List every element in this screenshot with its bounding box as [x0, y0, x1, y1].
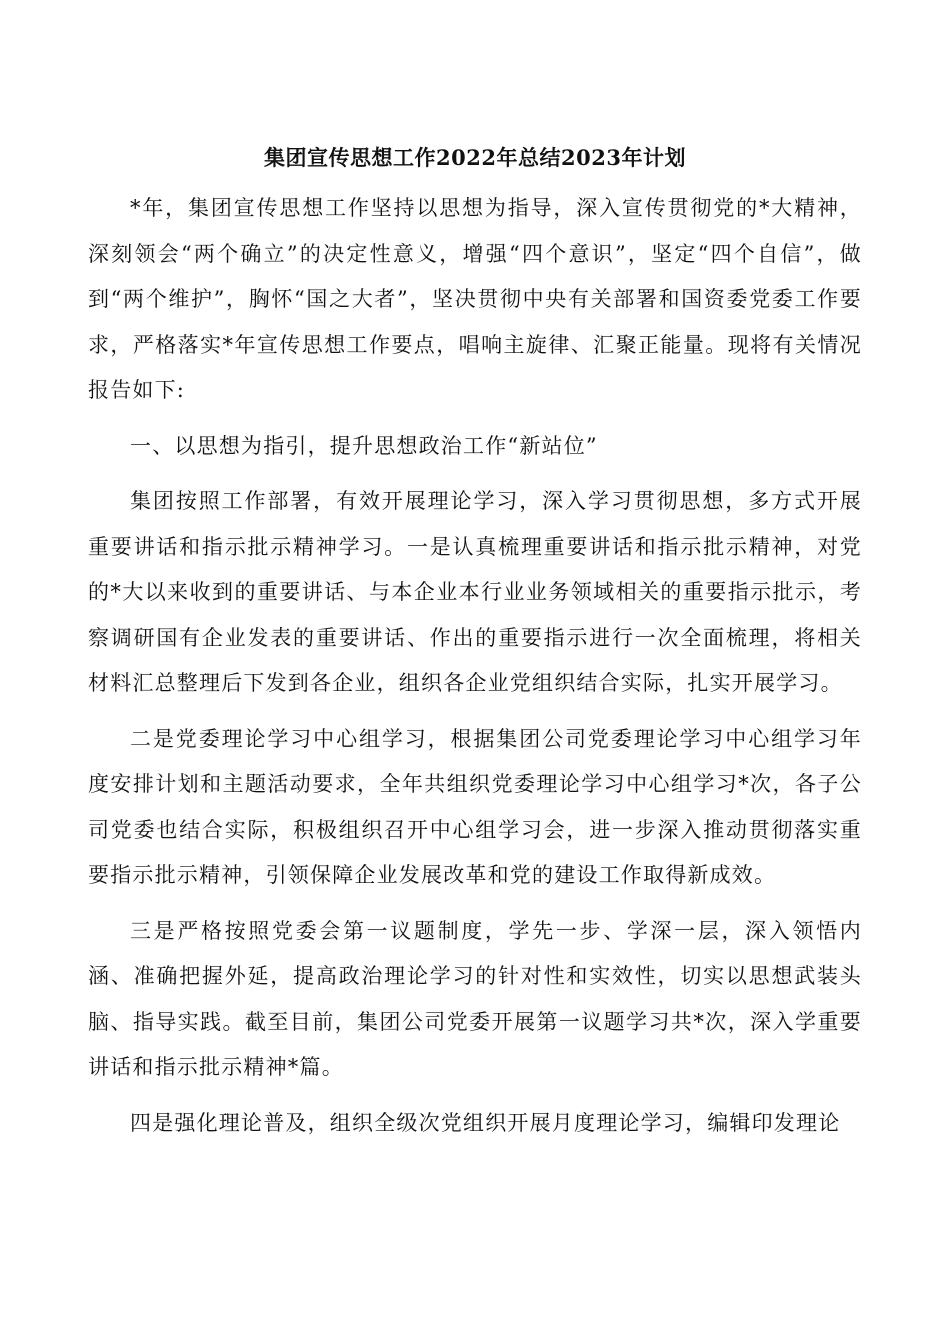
body-paragraph-2: 二是党委理论学习中心组学习，根据集团公司党委理论学习中心组学习年度安排计划和主题活动要求，全年共组织党委理论学习中心组学习*次，各子公司党委也结合实际，积极组织召开中心组学习会，进一步深入推动贯彻落实重要指示批示精神，引领保障企业发展改革和党的建设工作取得新成效。 — [88, 726, 862, 887]
document-title: 集团宣传思想工作2022年总结2023年计划 — [264, 145, 686, 170]
body-paragraph-4: 四是强化理论普及，组织全级次党组织开展月度理论学习，编辑印发理论 — [130, 1110, 841, 1135]
body-paragraph-3: 三是严格按照党委会第一议题制度，学先一步、学深一层，深入领悟内涵、准确把握外延，提高政治理论学习的针对性和实效性，切实以思想武装头脑、指导实践。截至目前，集团公司党委开展第一议题学习共*次，深入学重要讲话和指示批示精神*篇。 — [88, 918, 862, 1079]
document-page — [88, 138, 862, 1156]
section-heading-1: 一、以思想为指引，提升思想政治工作“新站位” — [130, 433, 598, 458]
body-paragraph-1: 集团按照工作部署，有效开展理论学习，深入学习贯彻思想，多方式开展重要讲话和指示批示精神学习。一是认真梳理重要讲话和指示批示精神，对党的*大以来收到的重要讲话、与本企业本行业业务领域相关的重要指示批示，考察调研国有企业发表的重要讲话、作出的重要指示进行一次全面梳理，将相关材料汇总整理后下发到各企业，组织各企业党组织结合实际，扎实开展学习。 — [88, 489, 862, 695]
intro-paragraph: *年，集团宣传思想工作坚持以思想为指导，深入宣传贯彻党的*大精神，深刻领会“两个确立”的决定性意义，增强“四个意识”，坚定“四个自信”，做到“两个维护”，胸怀“国之大者”，坚决贯彻中央有关部署和国资委党委工作要求，严格落实*年宣传思想工作要点，唱响主旋律、汇聚正能量。现将有关情况报告如下: — [88, 196, 862, 402]
